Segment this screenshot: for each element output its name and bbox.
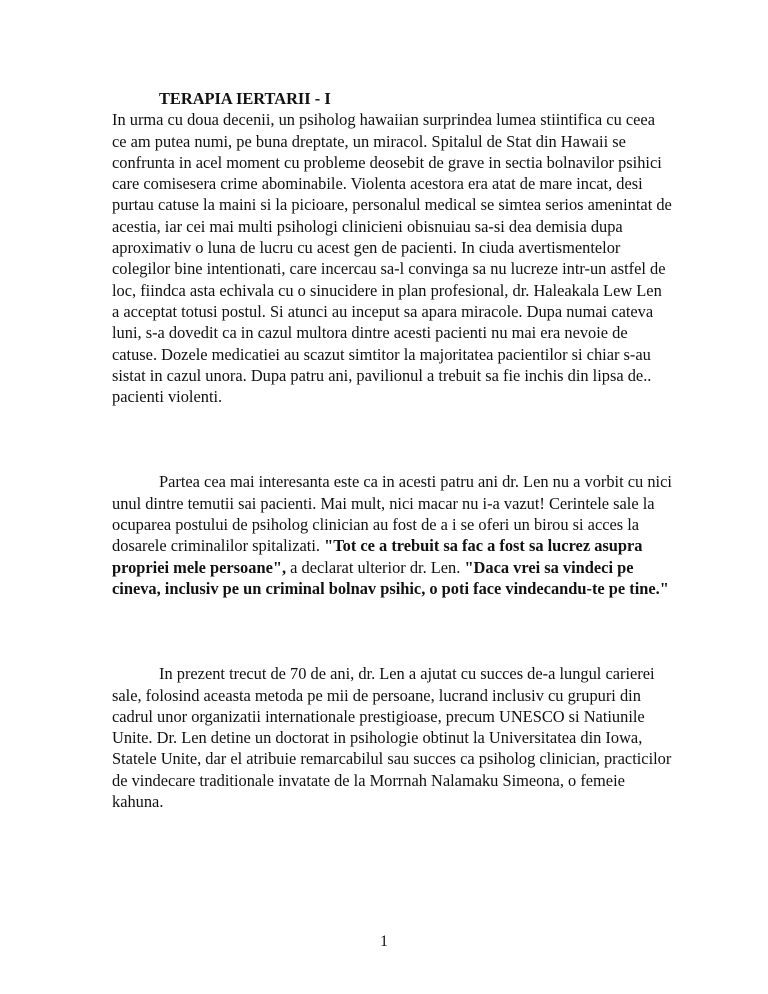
paragraph-2-quote-2: "Daca vrei sa vindeci pe cineva, inclusiv pe un criminal bolnav psihic, o poti face vindecandu-te pe tine." (112, 557, 669, 598)
paragraph-3: In prezent trecut de 70 de ani, dr. Len a ajutat cu succes de-a lungul carierei sale, folosind aceasta metoda pe mii de persoane, lucrand inclusiv cu grupuri din cadrul unor organizatii internationale prestigioase, precum UNESCO si Natiunile Unite. Dr. Len detine un doctorat in psihologie obtinut la Universitatea din Iowa, Statele Unite, dar el atribuie remarcabilul sau succes ca psiholog clinician, practicilor de vindecare traditionale invatate de la Morrnah Nalamaku Simeona, o femeie kahuna. (112, 664, 672, 812)
paragraph-2-text-start: Partea cea mai interesanta este ca in acesti patru ani dr. Len nu a vorbit cu nici unul dintre temutii sai pacienti. Mai mult, nici macar nu i-a vazut! Cerintele sale la ocuparea postului de psiholog clinician au fost de a i se oferi un birou si acces la dosarele criminalilor spitalizati. (112, 472, 672, 556)
paragraph-1: In urma cu doua decenii, un psiholog hawaiian surprindea lumea stiintifica cu ceea ce am putea numi, pe buna dreptate, un miracol. Spitalul de Stat din Hawaii se confrunta in acel moment cu probleme deosebit de grave in sectia bolnavilor psihici care comisesera crime abominabile. Violenta acestora era atat de mare incat, desi purtau catuse la maini si la picioare, personalul medical se simtea serios amenintat de acestia, iar cei mai multi psihologi clinicieni obisnuiau sa-si dea demisia dupa aproximativ o luna de lucru cu acest gen de pacienti. In ciuda avertismentelor colegilor bine intentionati, care incercau sa-l convinga sa nu lucreze intr-un astfel de loc, fiindca asta echivala cu o sinucidere in plan profesional, dr. Haleakala Lew Len a acceptat totusi postul. Si atunci au inceput sa apara miracole. Dupa numai cateva luni, s-a dovedit ca in cazul multora dintre acesti pacienti nu mai era nevoie de catuse. Dozele medicatiei au scazut simtitor la majoritatea pacientilor si chiar s-au sistat in cazul unora. Dupa patru ani, pavilionul a trebuit sa fie inchis din lipsa de.. pacienti violenti. (112, 110, 672, 407)
paragraph-2-text-middle: a declarat ulterior dr. Len. (286, 557, 465, 577)
document-body (112, 88, 672, 812)
page-number: 1 (380, 933, 388, 950)
document-title: TERAPIA IERTARII - I (159, 89, 331, 108)
paragraph-2 (112, 471, 672, 599)
paragraph-2-quote-1: "Tot ce a trebuit sa fac a fost sa lucrez asupra propriei mele persoane", (112, 536, 643, 577)
